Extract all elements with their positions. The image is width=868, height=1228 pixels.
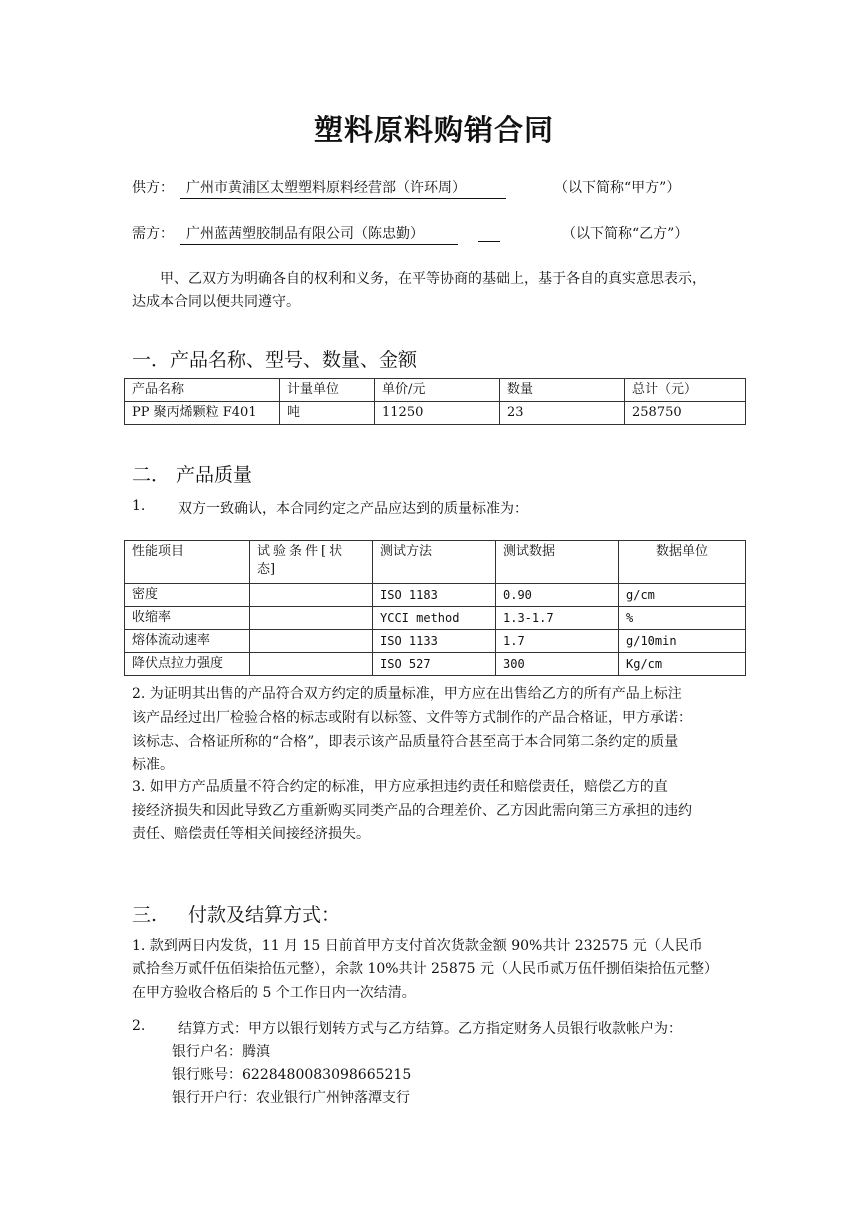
intro-line-2: 达成本合同以便共同遵守。 bbox=[132, 294, 300, 310]
bank-account-name: 银行户名：腾滇 bbox=[172, 1044, 270, 1060]
table-cell: 收缩率 bbox=[125, 607, 250, 630]
buyer-underline-extension bbox=[478, 241, 500, 242]
table-cell: 11250 bbox=[375, 402, 500, 425]
bank-branch: 银行开户行：农业银行广州钟落潭支行 bbox=[172, 1090, 410, 1106]
table-cell bbox=[250, 607, 373, 630]
table-cell: 258750 bbox=[625, 402, 746, 425]
table-cell: ISO 1133 bbox=[373, 630, 496, 653]
quality-item-3-line-1: 3. 如甲方产品质量不符合约定的标准，甲方应承担违约责任和赔偿责任，赔偿乙方的直 bbox=[132, 779, 668, 795]
table-cell: 23 bbox=[500, 402, 625, 425]
contract-title: 塑料原料购销合同 bbox=[313, 113, 554, 147]
header-cell: 测试数据 bbox=[496, 541, 619, 584]
table-cell: 1.3-1.7 bbox=[496, 607, 619, 630]
supplier-label: 供方： bbox=[132, 180, 174, 196]
payment-item-2-text: 结算方式：甲方以银行划转方式与乙方结算。乙方指定财务人员银行收款帐户为： bbox=[178, 1021, 682, 1037]
table-header-row bbox=[125, 379, 746, 402]
table-cell: % bbox=[619, 607, 746, 630]
table-row bbox=[125, 653, 746, 676]
table-row bbox=[125, 607, 746, 630]
buyer-short-name: （以下简称“乙方”） bbox=[562, 226, 689, 242]
quality-item-2-line-2: 该产品经过出厂检验合格的标志或附有以标签、文件等方式制作的产品合格证，甲方承诺： bbox=[132, 710, 692, 726]
table-cell bbox=[250, 584, 373, 607]
header-cell: 产品名称 bbox=[125, 379, 280, 402]
table-cell: ISO 527 bbox=[373, 653, 496, 676]
header-cell: 计量单位 bbox=[280, 379, 375, 402]
table-cell: 熔体流动速率 bbox=[125, 630, 250, 653]
header-cell-test-conditions bbox=[250, 541, 373, 584]
header-cell-line: 态] bbox=[257, 562, 276, 577]
supplier-name: 广州市黄浦区太塑塑料原料经营部（许环周） bbox=[180, 177, 506, 199]
table-cell: g/10min bbox=[619, 630, 746, 653]
product-table bbox=[124, 378, 746, 425]
section-2-heading: 二． 产品质量 bbox=[132, 464, 253, 486]
quality-item-3-line-2: 接经济损失和因此导致乙方重新购买同类产品的合理差价、乙方因此需向第三方承担的违约 bbox=[132, 803, 692, 819]
section-1-heading: 一．产品名称、型号、数量、金额 bbox=[132, 349, 418, 371]
supplier-short-name: （以下简称“甲方”） bbox=[554, 180, 681, 196]
table-cell: PP 聚丙烯颗粒 F401 bbox=[125, 402, 280, 425]
header-cell: 性能项目 bbox=[125, 541, 250, 584]
intro-line-1: 甲、乙双方为明确各自的权利和义务，在平等协商的基础上，基于各自的真实意思表示， bbox=[160, 271, 706, 287]
table-cell: 降伏点拉力强度 bbox=[125, 653, 250, 676]
header-cell: 数量 bbox=[500, 379, 625, 402]
section-3-number: 三. bbox=[132, 904, 158, 926]
table-cell: 1.7 bbox=[496, 630, 619, 653]
table-cell: 吨 bbox=[280, 402, 375, 425]
table-cell: YCCI method bbox=[373, 607, 496, 630]
quality-table bbox=[124, 540, 746, 676]
payment-item-1-line-2: 贰拾叁万贰仟伍佰柒拾伍元整），余款 10%共计 25875 元（人民币贰万伍仟捌佰柒拾伍元整） bbox=[132, 961, 719, 977]
section-3-heading: 付款及结算方式： bbox=[188, 904, 341, 926]
buyer-label: 需方： bbox=[132, 226, 174, 242]
table-header-row bbox=[125, 541, 746, 584]
table-cell: ISO 1183 bbox=[373, 584, 496, 607]
table-cell: 0.90 bbox=[496, 584, 619, 607]
quality-item-1-number: 1. bbox=[132, 498, 146, 514]
table-cell: Kg/cm bbox=[619, 653, 746, 676]
payment-item-1-line-1: 1. 款到两日内发货，11 月 15 日前首甲方支付首次货款金额 90%共计 232575 元（人民币 bbox=[132, 938, 703, 954]
table-row bbox=[125, 402, 746, 425]
buyer-name: 广州蓝茜塑胶制品有限公司（陈忠勤） bbox=[180, 223, 458, 245]
quality-item-2-line-3: 该标志、合格证所称的“合格”，即表示该产品质量符合甚至高于本合同第二条约定的质量 bbox=[132, 734, 679, 750]
quality-item-2-line-4: 标准。 bbox=[132, 757, 174, 773]
header-cell: 测试方法 bbox=[373, 541, 496, 584]
table-cell: 300 bbox=[496, 653, 619, 676]
quality-item-2-line-1: 2. 为证明其出售的产品符合双方约定的质量标准，甲方应在出售给乙方的所有产品上标注 bbox=[132, 686, 682, 702]
payment-item-2-number: 2. bbox=[132, 1018, 146, 1034]
payment-item-1-line-3: 在甲方验收合格后的 5 个工作日内一次结清。 bbox=[132, 985, 416, 1001]
quality-item-3-line-3: 责任、赔偿责任等相关间接经济损失。 bbox=[132, 826, 370, 842]
table-row bbox=[125, 584, 746, 607]
quality-item-1-text: 双方一致确认，本合同约定之产品应达到的质量标准为： bbox=[178, 501, 528, 517]
table-cell: 密度 bbox=[125, 584, 250, 607]
bank-account-number: 银行账号：6228480083098665215 bbox=[172, 1067, 412, 1083]
header-cell-line: 试验条件[状 bbox=[257, 544, 346, 559]
table-cell bbox=[250, 630, 373, 653]
header-cell: 数据单位 bbox=[619, 541, 746, 584]
table-row bbox=[125, 630, 746, 653]
table-cell bbox=[250, 653, 373, 676]
header-cell: 单价/元 bbox=[375, 379, 500, 402]
table-cell: g/cm bbox=[619, 584, 746, 607]
header-cell: 总计（元） bbox=[625, 379, 746, 402]
